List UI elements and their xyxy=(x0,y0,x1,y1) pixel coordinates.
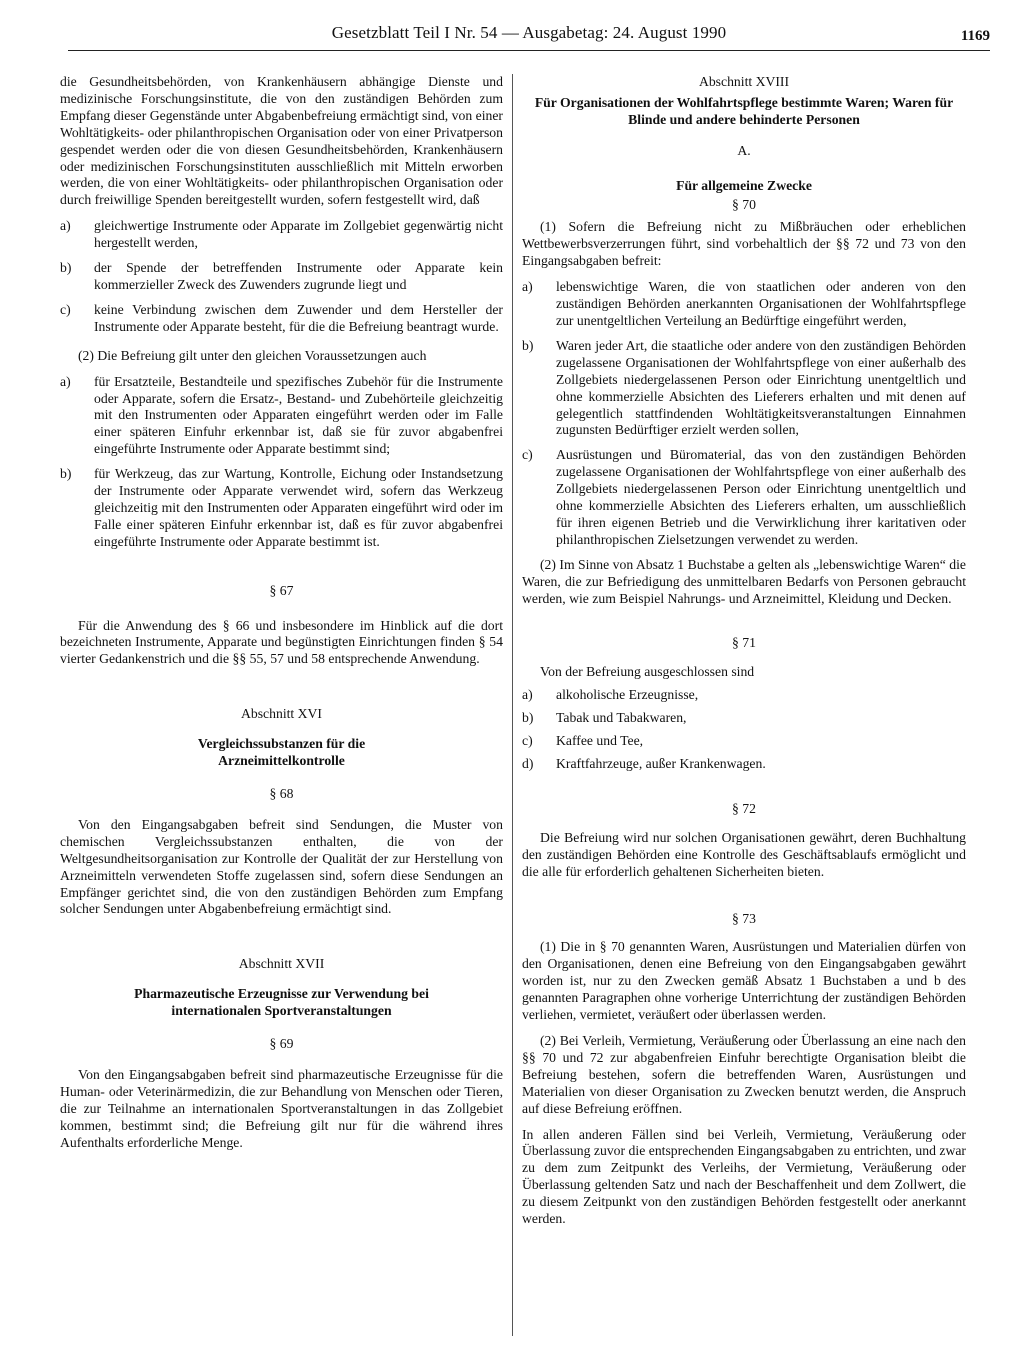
list-item xyxy=(522,687,966,704)
section-71-heading: § 71 xyxy=(732,635,756,651)
part-a-title: Für allgemeine Zwecke xyxy=(676,177,812,193)
list-item xyxy=(522,338,966,439)
abschnitt-18-heading: Abschnitt XVIII xyxy=(698,74,790,89)
section-68-text: Von den Eingangsabgaben befreit sind Sendungen, die Muster von chemischen Vergleichssubstanzen enthalten, die von der Weltgesundheitsorganisation zur Kontrolle der Qualität der zur Herstellung von Arzneimitteln verwendeten Stoffe zugelassen sind, sofern diese Sendungen an Empfänger gerichtet sind, die von den zuständigen Behörden zum Empfang solcher Sendungen unter Abgabenbefreiung ermächtigt sind. xyxy=(60,816,503,917)
page-number: 1169 xyxy=(960,28,990,44)
header-title: Gesetzblatt Teil I Nr. 54 — Ausgabetag: 24. August 1990 xyxy=(331,23,727,42)
list-item xyxy=(522,733,966,750)
list-label: b) xyxy=(522,710,534,726)
list-text: keine Verbindung zwischen dem Zuwender und dem Hersteller der Instrumente oder Apparate besteht, für die die Befreiung beantragt wurde. xyxy=(94,301,503,334)
section-71-intro: Von der Befreiung ausgeschlossen sind xyxy=(540,664,755,680)
list-label: c) xyxy=(522,447,533,463)
paragraph-2: (2) Die Befreiung gilt unter den gleichen Voraussetzungen auch xyxy=(78,347,427,363)
abschnitt-17-heading: Abschnitt XVII xyxy=(238,956,325,972)
abschnitt-18-title: Für Organisationen der Wohlfahrtspflege bestimmte Waren; Waren für Blinde und andere behinderte Personen xyxy=(534,94,954,127)
section-67-heading: § 67 xyxy=(269,582,294,598)
list-label: a) xyxy=(60,218,71,234)
list-label: d) xyxy=(522,756,534,771)
page-header xyxy=(68,22,990,51)
list-label: c) xyxy=(522,733,533,749)
list-label: a) xyxy=(60,373,71,389)
part-a-heading: A. xyxy=(737,142,751,158)
left-column xyxy=(60,74,503,1161)
list-text: Kraftfahrzeuge, außer Krankenwagen. xyxy=(556,756,766,771)
list-label: b) xyxy=(60,260,72,276)
section-69-heading: § 69 xyxy=(269,1036,294,1052)
section-68-heading: § 68 xyxy=(269,786,294,801)
section-67-text: Für die Anwendung des § 66 und insbesondere im Hinblick auf die dort bezeichneten Instrumente, Apparate und begünstigten Einrichtungen finden § 54 vierter Gedankenstrich und die §§ 55, 57 und 58 entsprechende Anwendung. xyxy=(60,617,503,667)
list-item xyxy=(60,466,503,551)
section-70-para-2: (2) Im Sinne von Absatz 1 Buchstabe a gelten als „lebenswichtige Waren“ die Waren, die zur Befriedigung des unmittelbaren Bedarfs von Personen gebraucht werden, wie zum Beispiel Nahrungs- und Arzneimittel, Kleidung und Decken. xyxy=(522,556,966,606)
section-72-text: Die Befreiung wird nur solchen Organisationen gewährt, deren Buchhaltung den zuständigen Behörden eine Kontrolle des Geschäftsablaufs ermöglicht und die alle für erforderlich gehaltenen Sicherheiten bieten. xyxy=(522,829,966,879)
section-73-para-2: (2) Bei Verleih, Vermietung, Veräußerung oder Überlassung an eine nach den §§ 70 und 72 zur abgabenfreien Einfuhr berechtigte Organisation bleibt die Befreiung bestehen, sofern die betreffenden Waren, Ausrüstungen und Materialien von dieser Organisation zu Zwecken benutzt werden, die Anspruch auf diese Befreiung eröffnen. xyxy=(522,1032,966,1116)
list-item xyxy=(522,710,966,727)
list-text: Ausrüstungen und Büromaterial, das von den zuständigen Behörden zugelassene Organisationen der Wohlfahrtspflege von einer außerhalb des Zollgebiets niedergelassenen Person oder Einrichtung unentgeltlich und ohne kommerzielle Absichten des Lieferers erhalten, um ausschließlich für ihren eigenen Betrieb und die Verwirklichung ihrer karitativen oder philanthropischen Zielsetzungen verwendet zu werden. xyxy=(556,447,966,547)
list-text: alkoholische Erzeugnisse, xyxy=(556,687,699,703)
list-label: a) xyxy=(522,279,533,295)
list-text: Tabak und Tabakwaren, xyxy=(556,710,687,726)
abschnitt-16-heading: Abschnitt XVI xyxy=(241,706,322,722)
list-item xyxy=(522,279,966,330)
section-70-heading: § 70 xyxy=(732,196,756,212)
list-item xyxy=(60,374,503,459)
list-label: b) xyxy=(522,337,534,353)
list-text: für Werkzeug, das zur Wartung, Kontrolle, Eichung oder Instandsetzung der Instrumente oder Apparate verwendet wird, sofern das Werkzeug gleichzeitig mit den Instrumenten oder Apparaten eingeführt wird oder im Falle einer späteren Einfuhr erkennbar ist, daß es für zuvor abgabenfrei eingeführte Instrumente oder Apparate bestimmt ist. xyxy=(94,466,503,549)
section-72-heading: § 72 xyxy=(732,800,756,816)
right-column xyxy=(522,74,966,1237)
list-item xyxy=(60,302,503,336)
list-text: Kaffee und Tee, xyxy=(556,733,644,749)
column-divider xyxy=(512,74,513,1336)
list-label: a) xyxy=(522,687,533,703)
list-item xyxy=(60,260,503,294)
list-text: für Ersatzteile, Bestandteile und spezifisches Zubehör für die Instrumente oder Apparate, sofern die Ersatz-, Bestand- und Zubehörteile gleichzeitig mit den Instrumenten oder Apparaten eingeführt werden oder im Falle einer späteren Einfuhr erkennbar ist, daß sie für zuvor abgabenfrei eingeführte Instrumente oder Apparate bestimmt sind; xyxy=(94,373,503,457)
section-70-para-1: (1) Sofern die Befreiung nicht zu Mißbräuchen oder erheblichen Wettbewerbsverzerrungen führt, sind vorbehaltlich der §§ 72 und 73 von den Eingangsabgaben befreit: xyxy=(522,219,966,269)
list-text: gleichwertige Instrumente oder Apparate im Zollgebiet gegenwärtig nicht hergestellt werden, xyxy=(94,218,503,251)
abschnitt-16-title: Vergleichssubstanzen für die Arzneimittelkontrolle xyxy=(197,736,366,769)
list-item xyxy=(522,756,966,773)
list-label: b) xyxy=(60,466,72,482)
list-item xyxy=(522,447,966,548)
abschnitt-17-title: Pharmazeutische Erzeugnisse zur Verwendung bei internationalen Sportveranstaltungen xyxy=(134,986,429,1019)
section-73-heading: § 73 xyxy=(732,910,756,926)
section-69-text: Von den Eingangsabgaben befreit sind pharmazeutische Erzeugnisse für die Human- oder Veterinärmedizin, die zur Behandlung von Menschen oder Tieren, die zur Teilnahme an internationalen Sportveranstaltungen in das Zollgebiet kommen, bestimmt sind; die Befreiung gilt nur für die während ihres Aufenthalts erforderliche Menge. xyxy=(60,1066,503,1150)
list-label: c) xyxy=(60,301,71,317)
list-text: lebenswichtige Waren, die von staatlichen oder anderen von den zuständigen Behörden anerkannten Organisationen der Wohlfahrtspflege zur unentgeltlichen Verteilung an Bedürftige eingeführt werden, xyxy=(556,279,966,328)
intro-paragraph: die Gesundheitsbehörden, von Krankenhäusern abhängige Dienste und medizinische Forschungsinstitute, die von den zuständigen Behörden zum Empfang dieser Gegenstände unter Abgabenbefreiung ermächtigt sind, von einer Wohltätigkeits- oder philanthropischen Organisation oder von einer Privatperson gespendet werden oder die von diesen Gesundheitsbehörden, Krankenhäusern oder medizinischen Forschungsinstituten ausschließlich mit Mitteln erworben werden, die von einer Wohltätigkeits- oder philanthropischen Organisation oder durch freiwillige Spenden bereitgestellt wurden, sofern festgestellt wird, daß xyxy=(60,74,503,208)
section-73-para-1: (1) Die in § 70 genannten Waren, Ausrüstungen und Materialien dürfen von den Organisationen, denen eine Befreiung von den Eingangsabgaben gewährt worden ist, nur zu den Zwecken gemäß Absatz 1 Buchstaben a und b des genannten Paragraphen ohne vorherige Unterrichtung der zuständigen Behörden verliehen, vermietet, veräußert oder überlassen werden. xyxy=(522,939,966,1023)
list-text: Waren jeder Art, die staatliche oder andere von den zuständigen Behörden zugelassene Organisationen der Wohlfahrtspflege von einer außerhalb des Zollgebiets niedergelassenen Person oder Einrichtung unentgeltlich und ohne kommerzielle Absichten des Lieferers erhalten und mit denen auf gelegentlich stattfindenden Wohltätigkeitsveranstaltungen Einnahmen zugunsten Bedürftiger erzielt werden sollen, xyxy=(556,337,966,438)
list-text: der Spende der betreffenden Instrumente oder Apparate kein kommerzieller Zweck des Zuwenders zugrunde liegt und xyxy=(94,260,503,292)
list-item xyxy=(60,218,503,252)
section-73-para-3: In allen anderen Fällen sind bei Verleih, Vermietung, Veräußerung oder Überlassung zuvor die entsprechenden Eingangsabgaben zu entrichten, und zwar zu dem zum Zeitpunkt des Verleihs, der Vermietung, Veräußerung oder Überlassung geltenden Satz und nach der Beschaffenheit und dem Zollwert, die zu diesem Zeitpunkt von den zuständigen Behörden festgestellt oder anerkannt werden. xyxy=(522,1126,966,1227)
